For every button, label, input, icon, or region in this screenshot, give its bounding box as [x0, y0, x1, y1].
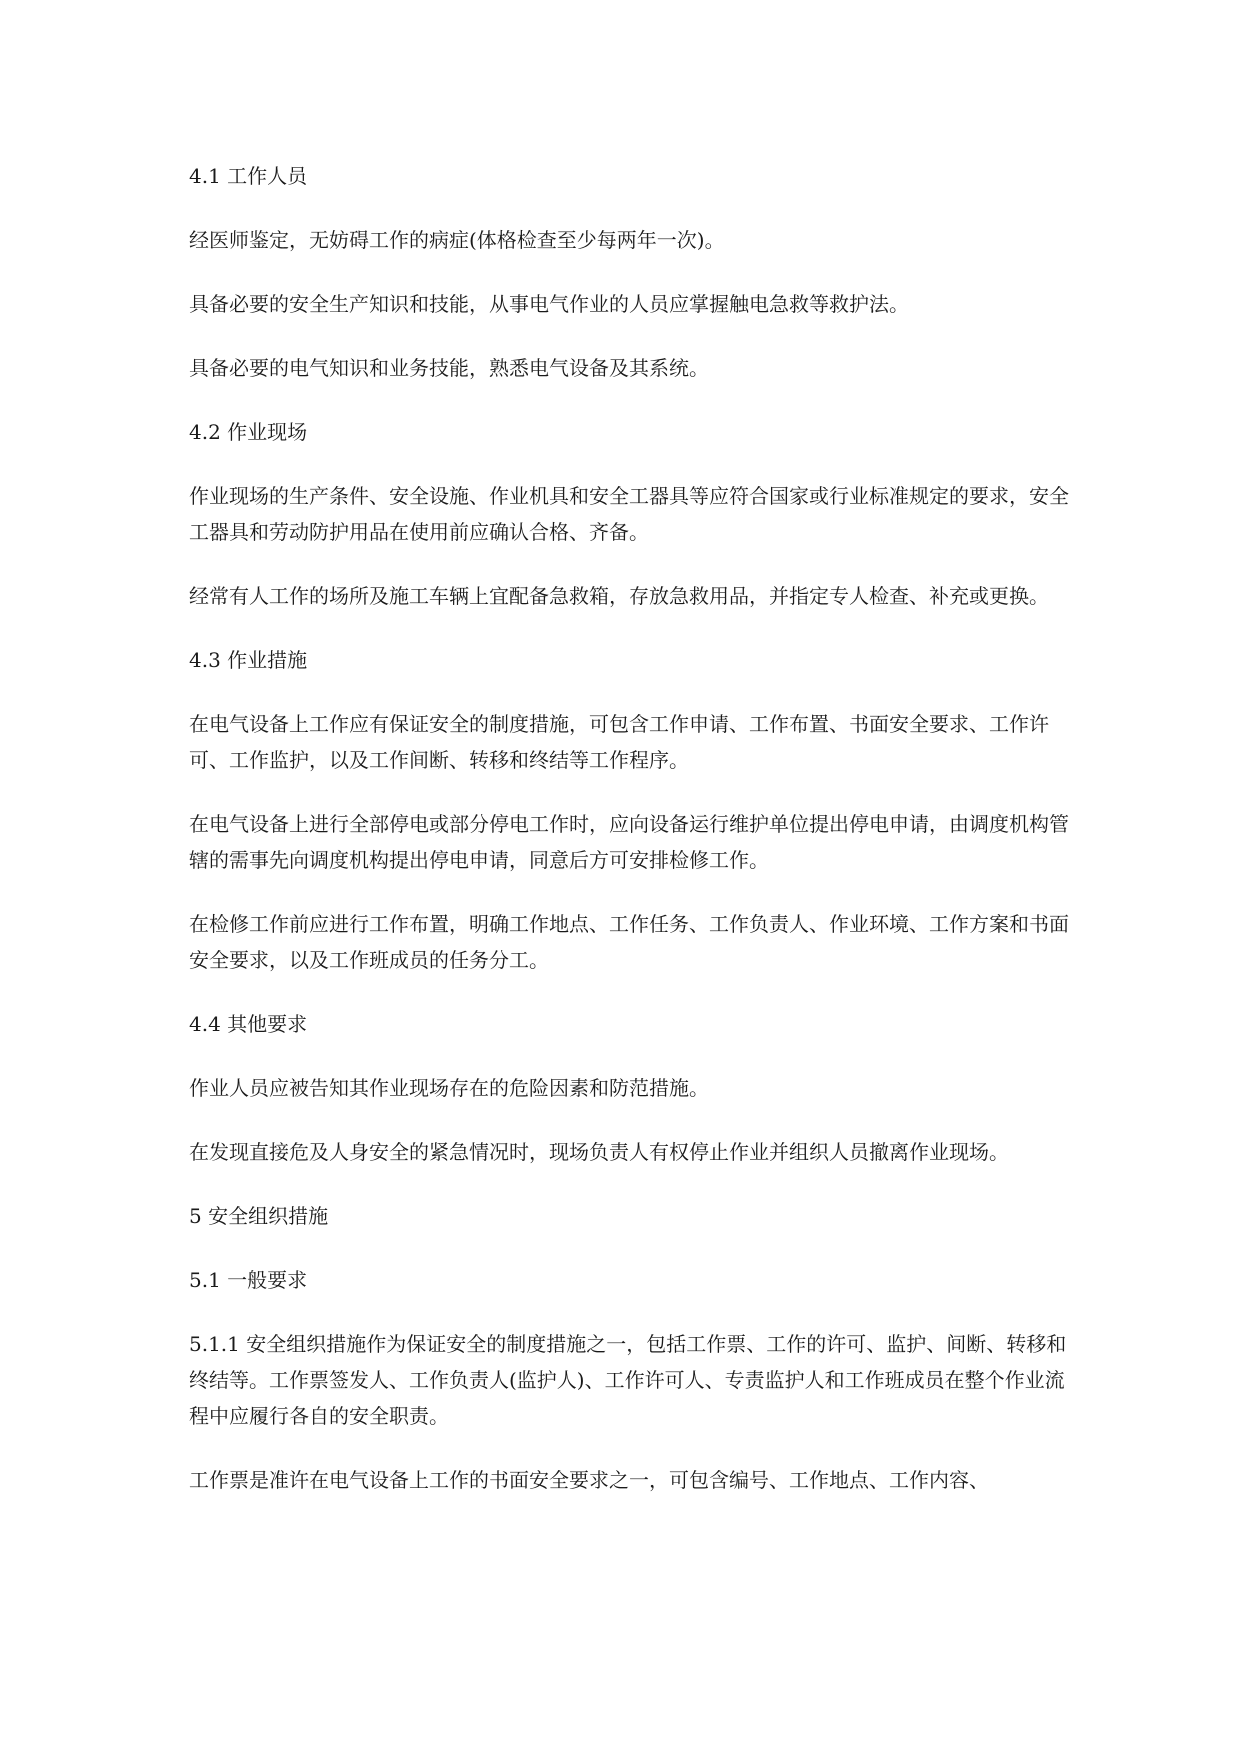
- paragraph: 在电气设备上进行全部停电或部分停电工作时，应向设备运行维护单位提出停电申请，由调度机构管辖的需事先向调度机构提出停电申请，同意后方可安排检修工作。: [189, 812, 1069, 872]
- section-heading-4-3: 4.3 作业措施: [189, 648, 308, 672]
- paragraph: 工作票是准许在电气设备上工作的书面安全要求之一，可包含编号、工作地点、工作内容、: [189, 1468, 989, 1492]
- paragraph: 具备必要的电气知识和业务技能，熟悉电气设备及其系统。: [189, 356, 709, 380]
- paragraph: 作业人员应被告知其作业现场存在的危险因素和防范措施。: [189, 1076, 709, 1100]
- section-heading-4-2: 4.2 作业现场: [189, 420, 308, 444]
- paragraph: 在发现直接危及人身安全的紧急情况时，现场负责人有权停止作业并组织人员撤离作业现场。: [189, 1140, 1009, 1164]
- paragraph: 经医师鉴定，无妨碍工作的病症(体格检查至少每两年一次)。: [189, 228, 725, 252]
- paragraph: 5.1.1 安全组织措施作为保证安全的制度措施之一，包括工作票、工作的许可、监护、间断、转移和终结等。工作票签发人、工作负责人(监护人)、工作许可人、专责监护人和工作班成员在整个作业流程中应履行各自的安全职责。: [189, 1332, 1067, 1428]
- document-body: [189, 158, 1079, 1526]
- paragraph: 具备必要的安全生产知识和技能，从事电气作业的人员应掌握触电急救等救护法。: [189, 292, 909, 316]
- section-heading-4-4: 4.4 其他要求: [189, 1012, 308, 1036]
- section-heading-4-1: 4.1 工作人员: [189, 164, 308, 188]
- paragraph: 在检修工作前应进行工作布置，明确工作地点、工作任务、工作负责人、作业环境、工作方案和书面安全要求，以及工作班成员的任务分工。: [189, 912, 1069, 972]
- section-heading-5-1: 5.1 一般要求: [189, 1268, 308, 1292]
- paragraph: 作业现场的生产条件、安全设施、作业机具和安全工器具等应符合国家或行业标准规定的要求，安全工器具和劳动防护用品在使用前应确认合格、齐备。: [189, 484, 1069, 544]
- section-heading-5: 5 安全组织措施: [189, 1204, 329, 1228]
- paragraph: 在电气设备上工作应有保证安全的制度措施，可包含工作申请、工作布置、书面安全要求、工作许可、工作监护，以及工作间断、转移和终结等工作程序。: [189, 712, 1049, 772]
- paragraph: 经常有人工作的场所及施工车辆上宜配备急救箱，存放急救用品，并指定专人检查、补充或更换。: [189, 584, 1049, 608]
